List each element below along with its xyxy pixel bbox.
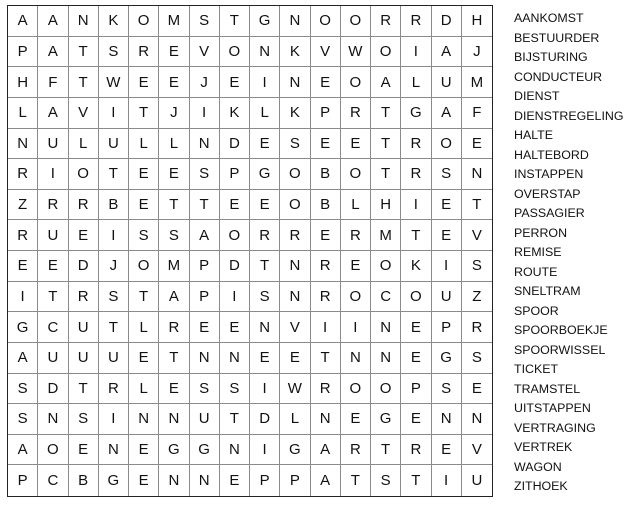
grid-cell[interactable]: E [432, 435, 462, 466]
grid-cell[interactable]: S [99, 282, 129, 313]
grid-cell[interactable]: E [159, 37, 189, 68]
grid-cell[interactable]: E [129, 465, 159, 496]
grid-cell[interactable]: A [371, 67, 401, 98]
grid-cell[interactable]: I [38, 159, 68, 190]
grid-cell[interactable]: A [159, 282, 189, 313]
grid-cell[interactable]: E [432, 190, 462, 221]
grid-cell[interactable]: A [311, 435, 341, 466]
grid-cell[interactable]: O [311, 6, 341, 37]
grid-cell[interactable]: N [69, 6, 99, 37]
grid-cell[interactable]: I [99, 404, 129, 435]
grid-cell[interactable]: V [190, 37, 220, 68]
grid-cell[interactable]: N [99, 435, 129, 466]
grid-cell[interactable]: G [159, 435, 189, 466]
grid-cell[interactable]: B [311, 159, 341, 190]
grid-cell[interactable]: M [159, 251, 189, 282]
grid-cell[interactable]: S [432, 159, 462, 190]
grid-cell[interactable]: E [220, 67, 250, 98]
grid-cell[interactable]: T [341, 465, 371, 496]
grid-cell[interactable]: O [341, 67, 371, 98]
word-list-item: SPOORWISSEL [514, 342, 606, 357]
grid-cell[interactable]: R [311, 251, 341, 282]
grid-cell[interactable]: N [280, 6, 310, 37]
grid-cell[interactable]: E [250, 190, 280, 221]
grid-cell[interactable]: S [371, 465, 401, 496]
grid-cell[interactable]: E [311, 220, 341, 251]
grid-cell[interactable]: Z [8, 190, 38, 221]
grid-cell[interactable]: E [129, 435, 159, 466]
grid-cell[interactable]: N [462, 159, 492, 190]
grid-cell[interactable]: W [99, 67, 129, 98]
word-list-item: CONDUCTEUR [514, 69, 603, 84]
grid-cell[interactable]: N [311, 404, 341, 435]
grid-cell[interactable]: O [220, 220, 250, 251]
grid-cell[interactable]: E [8, 251, 38, 282]
grid-cell[interactable]: E [69, 435, 99, 466]
grid-cell[interactable]: Z [462, 282, 492, 313]
grid-cell[interactable]: I [432, 251, 462, 282]
grid-cell[interactable]: N [371, 312, 401, 343]
word-list-item: ROUTE [514, 264, 558, 279]
grid-cell[interactable]: T [38, 282, 68, 313]
grid-cell[interactable]: R [280, 220, 310, 251]
grid-cell[interactable]: N [190, 129, 220, 160]
grid-cell[interactable]: N [280, 282, 310, 313]
grid-cell[interactable]: V [311, 37, 341, 68]
grid-cell[interactable]: J [99, 251, 129, 282]
grid-cell[interactable]: T [69, 374, 99, 405]
grid-cell[interactable]: I [190, 98, 220, 129]
grid-cell[interactable]: P [8, 465, 38, 496]
letter-grid [7, 5, 493, 497]
grid-cell[interactable]: A [432, 37, 462, 68]
grid-cell[interactable]: R [341, 98, 371, 129]
grid-cell[interactable]: O [341, 374, 371, 405]
grid-cell[interactable]: L [69, 129, 99, 160]
grid-cell[interactable]: K [99, 6, 129, 37]
grid-cell[interactable]: W [280, 374, 310, 405]
grid-cell[interactable]: N [432, 404, 462, 435]
grid-cell[interactable]: T [250, 251, 280, 282]
grid-cell[interactable]: S [462, 251, 492, 282]
grid-cell[interactable]: U [38, 220, 68, 251]
grid-cell[interactable]: S [129, 220, 159, 251]
grid-cell[interactable]: I [401, 190, 431, 221]
grid-cell[interactable]: U [432, 282, 462, 313]
grid-cell[interactable]: U [38, 343, 68, 374]
grid-cell[interactable]: T [220, 404, 250, 435]
grid-cell[interactable]: G [99, 465, 129, 496]
grid-cell[interactable]: R [401, 6, 431, 37]
grid-cell[interactable]: T [129, 98, 159, 129]
grid-cell[interactable]: O [280, 159, 310, 190]
grid-cell[interactable]: S [159, 220, 189, 251]
grid-cell[interactable]: J [462, 37, 492, 68]
grid-cell[interactable]: E [341, 129, 371, 160]
grid-cell[interactable]: R [99, 374, 129, 405]
grid-cell[interactable]: E [129, 67, 159, 98]
grid-cell[interactable]: R [462, 312, 492, 343]
grid-cell[interactable]: S [190, 6, 220, 37]
grid-cell[interactable]: K [280, 37, 310, 68]
grid-cell[interactable]: E [159, 67, 189, 98]
grid-cell[interactable]: R [401, 159, 431, 190]
grid-cell[interactable]: P [432, 312, 462, 343]
grid-cell[interactable]: T [401, 220, 431, 251]
grid-cell[interactable]: N [159, 465, 189, 496]
grid-cell[interactable]: G [250, 6, 280, 37]
grid-cell[interactable]: D [38, 374, 68, 405]
grid-cell[interactable]: G [250, 159, 280, 190]
grid-cell[interactable]: S [220, 374, 250, 405]
grid-cell[interactable]: T [69, 37, 99, 68]
grid-cell[interactable]: O [38, 435, 68, 466]
grid-cell[interactable]: B [311, 190, 341, 221]
grid-cell[interactable]: R [129, 37, 159, 68]
grid-cell[interactable]: L [341, 190, 371, 221]
grid-cell[interactable]: S [190, 159, 220, 190]
grid-cell[interactable]: I [8, 282, 38, 313]
grid-cell[interactable]: I [311, 312, 341, 343]
grid-cell[interactable]: E [220, 312, 250, 343]
grid-cell[interactable]: T [99, 312, 129, 343]
grid-cell[interactable]: I [341, 312, 371, 343]
grid-cell[interactable]: N [341, 343, 371, 374]
grid-cell[interactable]: S [462, 343, 492, 374]
grid-cell[interactable]: O [371, 374, 401, 405]
grid-cell[interactable]: R [311, 374, 341, 405]
grid-cell[interactable]: G [401, 98, 431, 129]
grid-cell[interactable]: N [220, 343, 250, 374]
grid-cell[interactable]: M [371, 220, 401, 251]
word-list-item: DIENSTREGELING [514, 108, 624, 123]
grid-cell[interactable]: M [462, 67, 492, 98]
grid-cell[interactable]: E [311, 67, 341, 98]
grid-cell[interactable]: N [371, 343, 401, 374]
grid-cell[interactable]: S [432, 374, 462, 405]
grid-cell[interactable]: B [99, 190, 129, 221]
grid-cell[interactable]: I [220, 282, 250, 313]
grid-cell[interactable]: V [462, 220, 492, 251]
grid-cell[interactable]: P [401, 374, 431, 405]
grid-cell[interactable]: L [129, 129, 159, 160]
grid-cell[interactable]: C [38, 312, 68, 343]
grid-cell[interactable]: V [462, 435, 492, 466]
grid-cell[interactable]: N [250, 312, 280, 343]
grid-cell[interactable]: I [250, 435, 280, 466]
grid-cell[interactable]: T [129, 282, 159, 313]
grid-cell[interactable]: O [280, 190, 310, 221]
grid-cell[interactable]: E [129, 159, 159, 190]
grid-cell[interactable]: R [311, 282, 341, 313]
grid-cell[interactable]: R [341, 220, 371, 251]
grid-cell[interactable]: U [99, 129, 129, 160]
grid-cell[interactable]: T [371, 435, 401, 466]
grid-cell[interactable]: O [129, 6, 159, 37]
grid-cell[interactable]: L [401, 67, 431, 98]
word-list-item: VERTRAGING [514, 420, 596, 435]
grid-cell[interactable]: D [69, 251, 99, 282]
grid-cell[interactable]: E [159, 374, 189, 405]
grid-cell[interactable]: O [371, 37, 401, 68]
grid-cell[interactable]: V [280, 312, 310, 343]
grid-cell[interactable]: U [38, 129, 68, 160]
grid-cell[interactable]: R [250, 220, 280, 251]
grid-cell[interactable]: P [311, 98, 341, 129]
grid-cell[interactable]: G [371, 404, 401, 435]
grid-cell[interactable]: A [190, 220, 220, 251]
grid-cell[interactable]: R [69, 190, 99, 221]
grid-cell[interactable]: T [159, 190, 189, 221]
grid-cell[interactable]: E [341, 251, 371, 282]
grid-cell[interactable]: U [99, 343, 129, 374]
word-list-item: AANKOMST [514, 11, 584, 25]
grid-cell[interactable]: L [129, 374, 159, 405]
grid-cell[interactable]: U [69, 343, 99, 374]
grid-cell[interactable]: M [159, 6, 189, 37]
grid-cell[interactable]: O [341, 282, 371, 313]
grid-cell[interactable]: E [69, 220, 99, 251]
grid-cell[interactable]: E [341, 404, 371, 435]
grid-cell[interactable]: N [220, 435, 250, 466]
grid-cell[interactable]: L [129, 312, 159, 343]
grid-cell[interactable]: E [129, 343, 159, 374]
word-list-item: PERRON [514, 225, 568, 240]
grid-cell[interactable]: T [69, 67, 99, 98]
grid-cell[interactable]: P [250, 465, 280, 496]
grid-cell[interactable]: W [341, 37, 371, 68]
grid-cell[interactable]: R [159, 312, 189, 343]
grid-cell[interactable]: B [69, 465, 99, 496]
grid-cell[interactable]: E [220, 190, 250, 221]
word-list-item: HALTEBORD [514, 147, 589, 162]
word-list-item: TICKET [514, 362, 559, 376]
grid-cell[interactable]: K [220, 98, 250, 129]
grid-cell[interactable]: U [432, 67, 462, 98]
word-list-item: HALTE [514, 128, 554, 142]
grid-cell[interactable]: O [129, 251, 159, 282]
grid-cell[interactable]: H [371, 190, 401, 221]
grid-cell[interactable]: A [8, 343, 38, 374]
grid-cell[interactable]: T [371, 159, 401, 190]
grid-cell[interactable]: R [371, 6, 401, 37]
grid-cell[interactable]: R [401, 435, 431, 466]
grid-cell[interactable]: U [190, 404, 220, 435]
grid-cell[interactable]: U [69, 312, 99, 343]
grid-cell[interactable]: E [250, 129, 280, 160]
grid-cell[interactable]: L [250, 98, 280, 129]
grid-cell[interactable]: E [220, 465, 250, 496]
grid-cell[interactable]: S [190, 374, 220, 405]
grid-cell[interactable]: N [129, 404, 159, 435]
grid-cell[interactable]: A [311, 465, 341, 496]
grid-cell[interactable]: S [8, 374, 38, 405]
grid-cell[interactable]: T [371, 129, 401, 160]
grid-cell[interactable]: A [8, 435, 38, 466]
grid-cell[interactable]: A [38, 37, 68, 68]
word-list [514, 9, 640, 497]
grid-cell[interactable]: F [462, 98, 492, 129]
grid-cell[interactable]: R [8, 220, 38, 251]
grid-cell[interactable]: S [69, 404, 99, 435]
grid-cell[interactable]: A [38, 6, 68, 37]
grid-cell[interactable]: E [311, 129, 341, 160]
grid-cell[interactable]: I [99, 220, 129, 251]
grid-cell[interactable]: D [220, 129, 250, 160]
grid-cell[interactable]: E [129, 190, 159, 221]
grid-cell[interactable]: E [159, 159, 189, 190]
grid-cell[interactable]: O [341, 6, 371, 37]
grid-cell[interactable]: D [220, 251, 250, 282]
grid-cell[interactable]: K [401, 251, 431, 282]
grid-cell[interactable]: O [432, 129, 462, 160]
grid-cell[interactable]: F [38, 67, 68, 98]
grid-cell[interactable]: K [280, 98, 310, 129]
grid-cell[interactable]: A [8, 6, 38, 37]
grid-cell[interactable]: E [38, 251, 68, 282]
grid-cell[interactable]: G [8, 312, 38, 343]
grid-cell[interactable]: C [38, 465, 68, 496]
grid-cell[interactable]: N [280, 67, 310, 98]
word-list-item: DIENST [514, 89, 560, 103]
grid-cell[interactable]: U [471, 472, 483, 490]
word-list-item: REMISE [514, 245, 562, 259]
grid-cell[interactable]: A [432, 98, 462, 129]
grid-cell[interactable]: R [69, 282, 99, 313]
grid-cell[interactable]: V [69, 98, 99, 129]
word-list-item: OVERSTAP [514, 186, 581, 201]
grid-cell[interactable]: D [250, 404, 280, 435]
grid-cell[interactable]: N [190, 343, 220, 374]
grid-cell[interactable]: J [190, 67, 220, 98]
grid-cell[interactable]: G [190, 435, 220, 466]
grid-cell[interactable]: E [250, 343, 280, 374]
grid-cell[interactable]: S [99, 37, 129, 68]
word-list-item: SPOORBOEKJE [514, 323, 608, 337]
word-list-item: UITSTAPPEN [514, 401, 591, 415]
word-list-item: PASSAGIER [514, 206, 585, 220]
grid-cell[interactable]: E [401, 343, 431, 374]
grid-cell[interactable]: L [8, 98, 38, 129]
word-list-item: BIJSTURING [514, 50, 588, 64]
word-list-item: WAGON [514, 459, 562, 474]
grid-cell[interactable]: T [190, 190, 220, 221]
grid-cell[interactable]: R [341, 435, 371, 466]
word-list-item: BESTUURDER [514, 30, 600, 45]
grid-cell[interactable]: N [250, 37, 280, 68]
grid-cell[interactable]: T [159, 343, 189, 374]
grid-cell[interactable]: R [401, 129, 431, 160]
grid-cell[interactable]: R [8, 159, 38, 190]
grid-cell[interactable]: E [401, 312, 431, 343]
word-list-item: SNELTRAM [514, 284, 581, 298]
grid-cell[interactable]: T [371, 98, 401, 129]
word-list-item: SPOOR [514, 303, 559, 318]
grid-cell[interactable]: G [280, 435, 310, 466]
grid-cell[interactable]: S [250, 282, 280, 313]
word-list-item: TRAMSTEL [514, 381, 581, 396]
grid-cell[interactable]: I [99, 98, 129, 129]
grid-cell[interactable]: T [462, 190, 492, 221]
grid-cell[interactable]: E [280, 343, 310, 374]
grid-cell[interactable]: O [220, 37, 250, 68]
grid-cell[interactable]: I [250, 374, 280, 405]
grid-cell[interactable]: E [401, 404, 431, 435]
grid-cell[interactable]: H [462, 6, 492, 37]
grid-cell[interactable]: T [401, 465, 431, 496]
grid-cell[interactable]: H [8, 67, 38, 98]
grid-cell[interactable]: I [401, 37, 431, 68]
grid-cell[interactable]: A [38, 98, 68, 129]
grid-cell[interactable]: P [190, 282, 220, 313]
word-list-item: ZITHOEK [514, 479, 568, 493]
grid-cell[interactable]: O [371, 251, 401, 282]
grid-cell[interactable]: P [190, 251, 220, 282]
grid-cell[interactable]: O [69, 159, 99, 190]
grid-cell[interactable]: J [159, 98, 189, 129]
grid-cell[interactable]: N [462, 404, 492, 435]
grid-cell[interactable]: E [462, 374, 492, 405]
grid-cell[interactable]: S [8, 404, 38, 435]
grid-cell[interactable]: P [220, 159, 250, 190]
grid-cell[interactable]: O [401, 282, 431, 313]
grid-cell[interactable]: P [8, 37, 38, 68]
word-list-item: VERTREK [514, 440, 573, 454]
grid-cell[interactable]: S [280, 129, 310, 160]
grid-cell[interactable]: N [8, 129, 38, 160]
grid-cell[interactable]: I [250, 67, 280, 98]
grid-cell[interactable]: T [99, 159, 129, 190]
grid-cell[interactable]: L [280, 404, 310, 435]
grid-cell[interactable]: N [280, 251, 310, 282]
grid-cell[interactable]: O [341, 159, 371, 190]
grid-cell[interactable]: T [311, 343, 341, 374]
grid-cell[interactable]: N [190, 465, 220, 496]
grid-cell[interactable]: E [190, 312, 220, 343]
word-list-item: INSTAPPEN [514, 167, 584, 181]
grid-cell[interactable]: E [462, 129, 492, 160]
grid-cell[interactable]: R [38, 190, 68, 221]
grid-cell[interactable]: C [371, 282, 401, 313]
grid-cell[interactable]: N [159, 404, 189, 435]
grid-cell[interactable]: L [159, 129, 189, 160]
grid-cell[interactable]: G [432, 343, 462, 374]
grid-cell[interactable]: T [220, 6, 250, 37]
grid-cell[interactable]: P [280, 465, 310, 496]
grid-cell[interactable]: I [432, 465, 462, 496]
grid-cell[interactable]: N [38, 404, 68, 435]
grid-cell[interactable]: D [432, 6, 462, 37]
grid-cell[interactable]: E [432, 220, 462, 251]
